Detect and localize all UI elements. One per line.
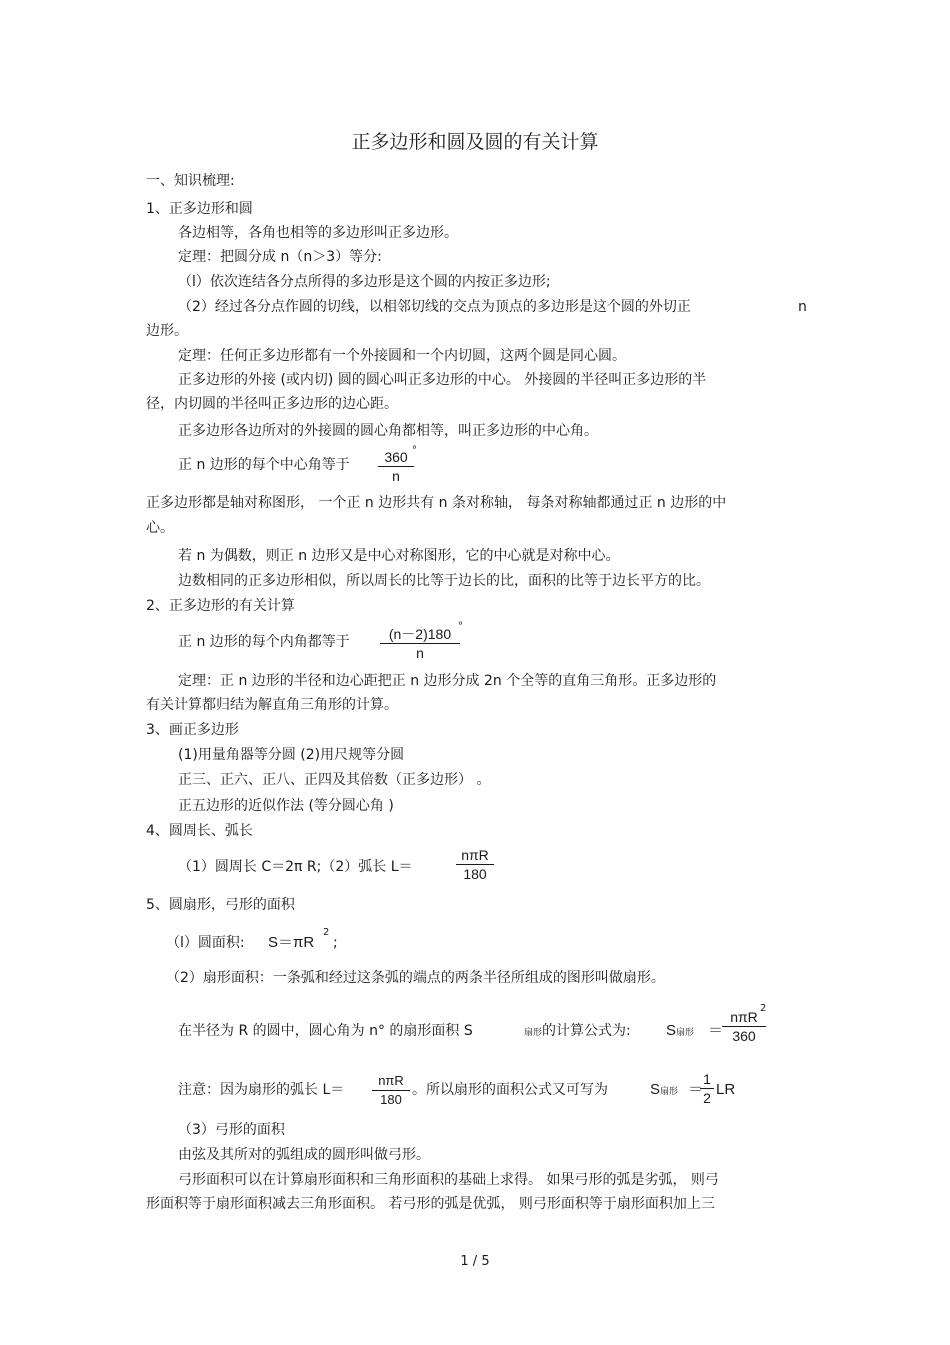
fraction-numerator: nπR [378, 1073, 404, 1088]
fraction-denominator: 180 [463, 866, 487, 882]
s1-heading: 1、正多边形和圆 [146, 201, 253, 217]
fraction-denominator: n [416, 645, 424, 661]
fraction-numerator: nπR [461, 847, 489, 863]
s1-p6a: 正多边形的外接 (或内切) 圆的圆心叫正多边形的中心。 外接圆的半径叫正多边形的半 [178, 372, 707, 388]
lr-term: LR [716, 1081, 736, 1098]
half-fraction [700, 1070, 714, 1107]
arc-length-fraction [456, 846, 494, 883]
s1-p10: 若 n 为偶数，则正 n 边形又是中心对称图形，它的中心就是对称中心。 [178, 548, 620, 564]
s2-p1: 正 n 边形的每个内角都等于 [178, 634, 350, 650]
s5-p4: 注意：因为扇形的弧长 L＝ [178, 1082, 345, 1098]
s5-p1a: （l）圆面积: [166, 935, 245, 951]
fraction-denominator: 360 [732, 1028, 756, 1044]
fraction-denominator: 2 [703, 1090, 711, 1106]
s5-heading: 5、圆扇形，弓形的面积 [146, 897, 295, 913]
s1-p9b: 心。 [146, 520, 174, 536]
interior-angle-fraction [380, 625, 460, 662]
s5-p3: 在半径为 R 的圆中，圆心角为 n° 的扇形面积 S [178, 1023, 473, 1039]
s1-p9a: 正多边形都是轴对称图形， 一个正 n 边形共有 n 条对称轴， 每条对称轴都通过正 n 边形的中 [146, 495, 727, 511]
sector-area-lhs-2 [650, 1081, 678, 1100]
fraction-numerator: (n－2)180 [388, 626, 452, 642]
s2-heading: 2、正多边形的有关计算 [146, 598, 295, 614]
s1-p3: （l）依次连结各分点所得的多边形是这个圆的内按正多边形; [178, 274, 551, 290]
s4-p1: （1）圆周长 C＝2π R;（2）弧长 L＝ [178, 859, 413, 875]
s1-p1: 各边相等，各角也相等的多边形叫正多边形。 [178, 225, 458, 241]
s5-p7b: 形面积等于扇形面积减去三角形面积。 若弓形的弧是优弧， 则弓形面积等于扇形面积加上三 [146, 1196, 715, 1212]
s1-p2: 定理：把圆分成 n（n＞3）等分: [178, 249, 382, 265]
sector-area-symbol: S [650, 1081, 661, 1098]
fraction-numerator: nπR [730, 1009, 758, 1025]
sector-subscript: 扇形 [524, 1028, 543, 1038]
formula-superscript: 2 [760, 1003, 767, 1014]
s1-p11: 边数相同的正多边形相似，所以周长的比等于边长的比，面积的比等于边长平方的比。 [178, 573, 710, 589]
s1-p7: 正多边形各边所对的外接圆的圆心角都相等，叫正多边形的中心角。 [178, 423, 598, 439]
section-heading: 一、知识梳理: [146, 173, 235, 189]
s5-p3-tail: 的计算公式为: [542, 1023, 631, 1039]
central-angle-fraction [378, 448, 414, 485]
degree-symbol: ° [412, 445, 417, 456]
s4-heading: 4、圆周长、弧长 [146, 823, 253, 839]
sector-subscript: 扇形 [660, 1086, 679, 1096]
page-title: 正多边形和圆及圆的有关计算 [351, 131, 599, 153]
s5-p6: 由弦及其所对的弧组成的圆形叫做弓形。 [178, 1147, 430, 1163]
s1-p4a: （2）经过各分点作圆的切线，以相邻切线的交点为顶点的多边形是这个圆的外切正 [178, 299, 691, 315]
s1-p6b: 径，内切圆的半径叫正多边形的边心距。 [146, 396, 398, 412]
fraction-denominator: 180 [380, 1092, 402, 1107]
s2-p2a: 定理：正 n 边形的半径和边心距把正 n 边形分成 2n 个全等的直角三角形。正多边形的 [178, 673, 717, 689]
s5-p4-mid: 。所以扇形的面积公式又可写为 [412, 1082, 608, 1098]
formula-superscript: 2 [323, 927, 330, 938]
s5-p2: （2）扇形面积：一条弧和经过这条弧的端点的两条半径所组成的图形叫做扇形。 [166, 970, 665, 986]
sector-area-symbol: S [666, 1022, 677, 1039]
s2-p2b: 有关计算都归结为解直角三角形的计算。 [146, 697, 398, 713]
fraction-denominator: n [392, 468, 400, 484]
degree-symbol: ° [458, 621, 463, 632]
s5-p7a: 弓形面积可以在计算扇形面积和三角形面积的基础上求得。 如果弓形的弧是劣弧， 则弓 [178, 1172, 719, 1188]
s1-p8: 正 n 边形的每个中心角等于 [178, 457, 350, 473]
s3-p2: 正三、正六、正八、正四及其倍数（正多边形） 。 [178, 772, 491, 788]
equals-sign: ＝ [688, 1081, 704, 1098]
fraction-numerator: 360 [384, 449, 408, 465]
equals-sign: ＝ [708, 1022, 724, 1039]
arc-length-fraction-2 [372, 1072, 410, 1109]
sector-subscript: 扇形 [676, 1027, 695, 1037]
s1-p5: 定理：任何正多边形都有一个外接圆和一个内切圆，这两个圆是同心圆。 [178, 348, 626, 364]
s3-p3: 正五边形的近似作法 (等分圆心角 ) [178, 798, 394, 814]
s3-p1: (1)用量角器等分圆 (2)用尺规等分圆 [178, 747, 405, 763]
fraction-numerator: 1 [703, 1071, 711, 1087]
s1-p4b: 边形。 [146, 323, 188, 339]
formula-end: ; [333, 935, 338, 951]
s1-p4n: n [798, 299, 807, 315]
circle-area-formula: S＝πR [268, 934, 315, 951]
s3-heading: 3、画正多边形 [146, 722, 239, 738]
s5-p5: （3）弓形的面积 [178, 1122, 285, 1138]
page-number: 1 / 5 [460, 1254, 490, 1269]
subscript-label [524, 1022, 631, 1042]
sector-area-lhs [666, 1022, 694, 1041]
